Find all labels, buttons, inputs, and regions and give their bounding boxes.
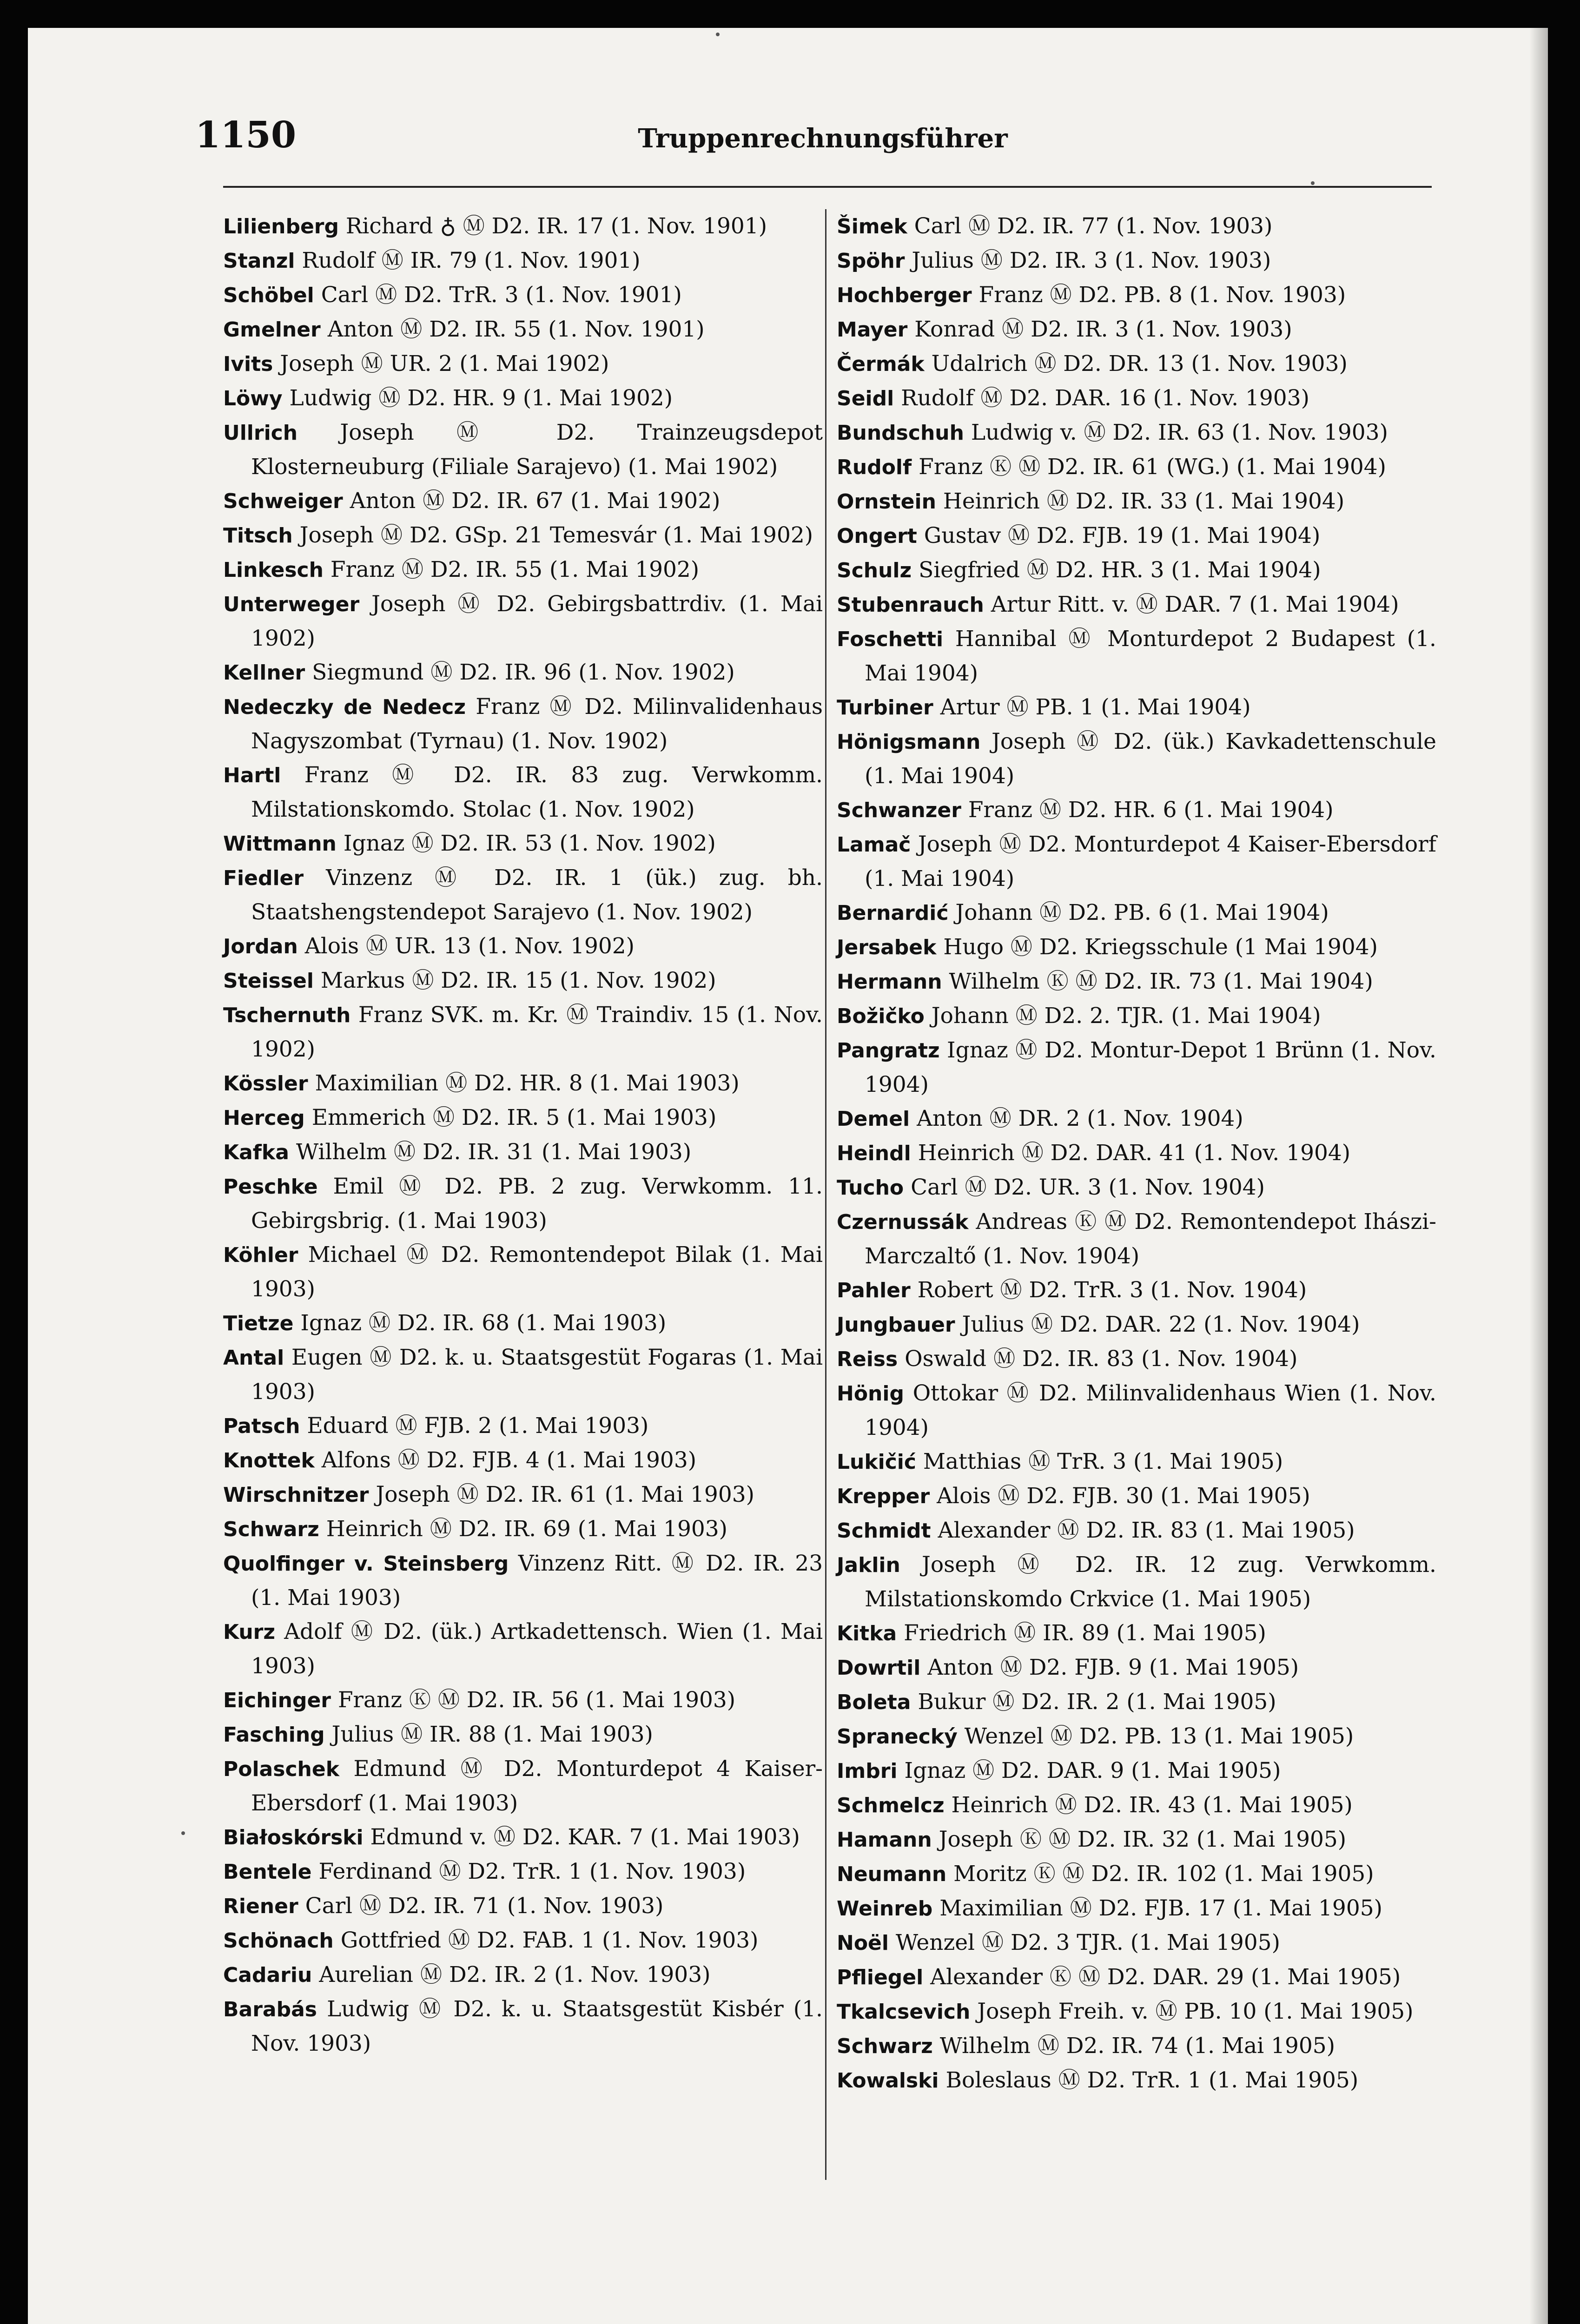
register-entry — [223, 1238, 823, 1306]
entry-details: Eugen Ⓜ D2. k. u. Staatsgestüt Fogaras (1. Mai 1903) — [251, 1345, 823, 1405]
entry-surname: Titsch — [223, 524, 293, 548]
entry-surname: Stubenrauch — [837, 593, 984, 617]
register-entry — [837, 1857, 1436, 1891]
register-entry — [223, 1443, 823, 1478]
entry-surname: Tkalcsevich — [837, 2000, 971, 2024]
register-entry — [223, 1923, 823, 1958]
register-entry — [223, 312, 823, 347]
register-entry — [837, 1445, 1436, 1479]
entry-details: Artur Ritt. v. Ⓜ DAR. 7 (1. Mai 1904) — [984, 592, 1399, 617]
entry-surname: Białoskórski — [223, 1826, 364, 1849]
entry-details: Ludwig Ⓜ D2. HR. 9 (1. Mai 1902) — [282, 385, 673, 411]
entry-details: Ignaz Ⓜ D2. Montur-Depot 1 Brünn (1. Nov. 1904) — [865, 1037, 1436, 1097]
entry-surname: Hönig — [837, 1382, 904, 1406]
entry-details: Bukur Ⓜ D2. IR. 2 (1. Mai 1905) — [911, 1689, 1276, 1715]
register-entry — [223, 1820, 823, 1855]
entry-details: Siegfried Ⓜ D2. HR. 3 (1. Mai 1904) — [912, 557, 1321, 583]
scan-speck — [181, 1831, 185, 1835]
entry-surname: Jordan — [223, 935, 298, 958]
register-entry — [837, 622, 1436, 690]
register-entry — [837, 999, 1436, 1033]
register-entry — [223, 1717, 823, 1752]
entry-surname: Dowrtil — [837, 1656, 921, 1680]
entry-details: Franz Ⓜ D2. HR. 6 (1. Mai 1904) — [961, 797, 1334, 823]
entry-surname: Spranecký — [837, 1725, 958, 1749]
entry-details: Markus Ⓜ D2. IR. 15 (1. Nov. 1902) — [313, 968, 716, 993]
entry-surname: Schönach — [223, 1929, 334, 1953]
scan-speck — [1311, 181, 1315, 185]
entry-details: Joseph Ⓜ D2. (ük.) Kavkadettenschule (1. Mai 1904) — [865, 729, 1436, 789]
register-entry — [223, 1478, 823, 1512]
register-entry — [223, 1855, 823, 1889]
register-entry — [837, 1170, 1436, 1205]
entry-details: Edmund v. Ⓜ D2. KAR. 7 (1. Mai 1903) — [363, 1824, 800, 1850]
entry-surname: Fasching — [223, 1723, 325, 1747]
register-entry — [223, 964, 823, 998]
entry-details: Franz SVK. m. Kr. Ⓜ Traindiv. 15 (1. Nov. 1902) — [251, 1002, 823, 1062]
entry-details: Carl Ⓜ D2. IR. 71 (1. Nov. 1903) — [298, 1893, 664, 1919]
register-entry — [837, 209, 1436, 244]
register-entry — [223, 1683, 823, 1717]
register-entry — [837, 553, 1436, 588]
register-entry — [223, 861, 823, 929]
entry-surname: Božičko — [837, 1004, 925, 1028]
entry-surname: Gmelner — [223, 318, 321, 342]
register-entry — [837, 793, 1436, 827]
entry-details: Joseph Ⓜ D2. IR. 12 zug. Verwkomm. Milstationskomdo Crkvice (1. Mai 1905) — [865, 1552, 1436, 1612]
register-entry — [223, 826, 823, 861]
register-entry — [223, 1512, 823, 1546]
entry-surname: Schwanzer — [837, 799, 961, 822]
entry-surname: Antal — [223, 1346, 284, 1370]
entry-surname: Kellner — [223, 661, 305, 685]
entry-details: Aurelian Ⓜ D2. IR. 2 (1. Nov. 1903) — [312, 1962, 711, 1987]
entry-surname: Bundschuh — [837, 421, 964, 445]
entry-details: Wilhelm Ⓜ D2. IR. 31 (1. Mai 1903) — [289, 1139, 692, 1165]
register-entry — [837, 1479, 1436, 1513]
column-divider — [825, 209, 826, 2180]
register-entry — [837, 1376, 1436, 1445]
entry-surname: Hermann — [837, 970, 942, 994]
entry-surname: Köhler — [223, 1243, 298, 1267]
register-entry — [837, 450, 1436, 484]
entry-details: Maximilian Ⓜ D2. HR. 8 (1. Mai 1903) — [308, 1070, 740, 1096]
register-entry — [837, 1788, 1436, 1822]
entry-surname: Reiss — [837, 1347, 898, 1371]
entry-details: Joseph Freih. v. Ⓜ PB. 10 (1. Mai 1905) — [970, 1999, 1414, 2024]
entry-details: Franz Ⓚ Ⓜ D2. IR. 56 (1. Mai 1903) — [331, 1687, 736, 1713]
register-entry — [837, 278, 1436, 312]
entry-details: Carl Ⓜ D2. IR. 77 (1. Nov. 1903) — [907, 213, 1273, 239]
register-entry — [837, 1754, 1436, 1788]
entry-surname: Polaschek — [223, 1757, 339, 1781]
entry-surname: Riener — [223, 1895, 298, 1918]
entry-surname: Weinreb — [837, 1897, 933, 1921]
entry-surname: Herceg — [223, 1106, 305, 1130]
register-entry — [837, 1994, 1436, 2029]
entry-details: Franz Ⓜ D2. IR. 55 (1. Mai 1902) — [323, 557, 700, 582]
register-entry — [837, 381, 1436, 416]
register-entry — [837, 347, 1436, 381]
entry-surname: Pangratz — [837, 1039, 940, 1063]
running-title: Truppenrechnungsführer — [638, 123, 1008, 154]
entry-surname: Bentele — [223, 1860, 312, 1884]
entry-details: Adolf Ⓜ D2. (ük.) Artkadettensch. Wien (1. Mai 1903) — [251, 1619, 823, 1679]
register-entry — [837, 1822, 1436, 1857]
entry-details: Ludwig v. Ⓜ D2. IR. 63 (1. Nov. 1903) — [964, 420, 1388, 445]
entry-surname: Čermák — [837, 352, 925, 376]
entry-surname: Ivits — [223, 352, 273, 376]
entry-surname: Kowalski — [837, 2069, 939, 2093]
register-entry — [837, 1616, 1436, 1651]
entry-surname: Quolfinger v. Steinsberg — [223, 1552, 509, 1576]
entry-surname: Knottek — [223, 1449, 315, 1472]
register-entry — [837, 690, 1436, 725]
entry-surname: Eichinger — [223, 1689, 331, 1712]
register-entry — [223, 655, 823, 690]
register-entry — [837, 1307, 1436, 1342]
entry-surname: Mayer — [837, 318, 908, 342]
register-entry — [223, 1752, 823, 1820]
register-entry — [223, 244, 823, 278]
entry-details: Anton Ⓜ D2. IR. 67 (1. Mai 1902) — [343, 488, 721, 514]
entry-details: Johann Ⓜ D2. 2. TJR. (1. Mai 1904) — [924, 1003, 1321, 1029]
entry-details: Maximilian Ⓜ D2. FJB. 17 (1. Mai 1905) — [932, 1895, 1382, 1921]
entry-details: Carl Ⓜ D2. UR. 3 (1. Nov. 1904) — [904, 1175, 1265, 1200]
entry-surname: Ongert — [837, 524, 917, 548]
entry-details: Joseph Ⓚ Ⓜ D2. IR. 32 (1. Mai 1905) — [932, 1827, 1347, 1852]
entry-details: Ottokar Ⓜ D2. Milinvalidenhaus Wien (1. Nov. 1904) — [865, 1380, 1436, 1440]
register-entry — [223, 1889, 823, 1923]
entry-details: Joseph Ⓜ D2. GSp. 21 Temesvár (1. Mai 1902) — [292, 522, 813, 548]
entry-surname: Ornstein — [837, 490, 936, 514]
register-entry — [837, 930, 1436, 964]
entry-details: Konrad Ⓜ D2. IR. 3 (1. Nov. 1903) — [907, 317, 1292, 342]
register-entry — [837, 588, 1436, 622]
entry-surname: Barabás — [223, 1998, 317, 2021]
register-entry — [223, 758, 823, 826]
register-entry — [837, 1102, 1436, 1136]
entry-surname: Jersabek — [837, 936, 937, 959]
register-entry — [223, 209, 823, 244]
register-entry — [223, 1169, 823, 1238]
register-entry — [223, 1958, 823, 1992]
entry-surname: Ullrich — [223, 421, 298, 445]
register-entry — [837, 1926, 1436, 1960]
entry-details: Wenzel Ⓜ D2. PB. 13 (1. Mai 1905) — [957, 1723, 1354, 1749]
entry-details: Alois Ⓜ UR. 13 (1. Nov. 1902) — [297, 933, 635, 959]
entry-details: Andreas Ⓚ Ⓜ D2. Remontendepot Ihászi-Marczaltő (1. Nov. 1904) — [865, 1209, 1436, 1269]
entry-details: Hannibal Ⓜ Monturdepot 2 Budapest (1. Mai 1904) — [865, 626, 1436, 686]
entry-details: Ferdinand Ⓜ D2. TrR. 1 (1. Nov. 1903) — [311, 1859, 746, 1884]
entry-surname: Steissel — [223, 969, 314, 993]
entry-details: Alfons Ⓜ D2. FJB. 4 (1. Mai 1903) — [314, 1447, 697, 1473]
entry-surname: Noël — [837, 1931, 889, 1955]
entry-details: Ignaz Ⓜ D2. DAR. 9 (1. Mai 1905) — [897, 1758, 1281, 1783]
entry-surname: Imbri — [837, 1759, 898, 1783]
entry-surname: Schöbel — [223, 284, 314, 307]
entry-surname: Wirschnitzer — [223, 1483, 369, 1507]
entry-details: Heinrich Ⓜ D2. IR. 43 (1. Mai 1905) — [944, 1792, 1353, 1818]
entry-surname: Pahler — [837, 1279, 911, 1302]
entry-surname: Löwy — [223, 387, 283, 410]
register-entry — [837, 1685, 1436, 1719]
entry-surname: Hochberger — [837, 284, 972, 307]
entry-details: Alois Ⓜ D2. FJB. 30 (1. Mai 1905) — [930, 1483, 1310, 1509]
entry-surname: Schweiger — [223, 489, 343, 513]
entry-surname: Lilienberg — [223, 215, 339, 238]
entry-details: Ludwig Ⓜ D2. k. u. Staatsgestüt Kisbér (1. Nov. 1903) — [251, 1996, 823, 2056]
entry-details: Joseph Ⓜ D2. Monturdepot 4 Kaiser-Ebersdorf (1. Mai 1904) — [865, 832, 1436, 891]
entry-surname: Wittmann — [223, 832, 337, 856]
register-entry — [837, 484, 1436, 519]
page-header — [195, 114, 1450, 170]
register-entry — [837, 2029, 1436, 2063]
entry-details: Matthias Ⓜ TrR. 3 (1. Mai 1905) — [916, 1449, 1283, 1474]
entry-details: Julius Ⓜ D2. IR. 3 (1. Nov. 1903) — [905, 248, 1271, 273]
entry-surname: Patsch — [223, 1414, 300, 1438]
entry-surname: Tschernuth — [223, 1004, 351, 1027]
entry-details: Heinrich Ⓜ D2. DAR. 41 (1. Nov. 1904) — [911, 1140, 1351, 1166]
register-entry — [837, 1651, 1436, 1685]
entry-details: Ignaz Ⓜ D2. IR. 53 (1. Nov. 1902) — [336, 831, 716, 856]
entry-details: Udalrich Ⓜ D2. DR. 13 (1. Nov. 1903) — [924, 351, 1348, 376]
entry-surname: Lamač — [837, 833, 911, 857]
entry-details: Julius Ⓜ D2. DAR. 22 (1. Nov. 1904) — [955, 1312, 1360, 1337]
right-column — [837, 209, 1436, 2185]
register-entry — [837, 519, 1436, 553]
entry-surname: Czernussák — [837, 1210, 969, 1234]
register-entry — [223, 553, 823, 587]
entry-surname: Stanzl — [223, 249, 295, 273]
entry-details: Emmerich Ⓜ D2. IR. 5 (1. Mai 1903) — [304, 1105, 717, 1130]
register-entry — [837, 1548, 1436, 1616]
register-entry — [837, 312, 1436, 347]
entry-details: Johann Ⓜ D2. PB. 6 (1. Mai 1904) — [948, 900, 1329, 925]
register-entry — [223, 1135, 823, 1169]
entry-surname: Kössler — [223, 1072, 308, 1096]
entry-surname: Jungbauer — [837, 1313, 955, 1337]
entry-details: Julius Ⓜ IR. 88 (1. Mai 1903) — [324, 1722, 653, 1747]
entry-details: Joseph Ⓜ D2. Trainzeugsdepot Klosterneuburg (Filiale Sarajevo) (1. Mai 1902) — [251, 420, 823, 480]
entry-details: Friedrich Ⓜ IR. 89 (1. Mai 1905) — [897, 1620, 1266, 1646]
entry-surname: Seidl — [837, 387, 894, 410]
entry-surname: Schmelcz — [837, 1794, 945, 1817]
entry-details: Emil Ⓜ D2. PB. 2 zug. Verwkomm. 11. Gebirgsbrig. (1. Mai 1903) — [251, 1174, 823, 1234]
entry-details: Wenzel Ⓜ D2. 3 TJR. (1. Mai 1905) — [888, 1930, 1280, 1955]
entry-details: Vinzenz Ⓜ D2. IR. 1 (ük.) zug. bh. Staatshengstendepot Sarajevo (1. Nov. 1902) — [251, 865, 823, 925]
entry-details: Gottfried Ⓜ D2. FAB. 1 (1. Nov. 1903) — [333, 1928, 759, 1953]
entry-details: Alexander Ⓜ D2. IR. 83 (1. Mai 1905) — [931, 1518, 1355, 1543]
register-entry — [837, 244, 1436, 278]
entry-surname: Neumann — [837, 1862, 947, 1886]
entry-surname: Kurz — [223, 1620, 275, 1644]
entry-details: Eduard Ⓜ FJB. 2 (1. Mai 1903) — [300, 1413, 649, 1439]
register-entry — [837, 1719, 1436, 1754]
register-entry — [223, 929, 823, 964]
entry-details: Alexander Ⓚ Ⓜ D2. DAR. 29 (1. Mai 1905) — [923, 1964, 1401, 1990]
entry-surname: Tucho — [837, 1176, 904, 1200]
entry-surname: Schmidt — [837, 1519, 931, 1543]
page-edge-shadow — [1529, 28, 1548, 2324]
register-entry — [223, 1340, 823, 1409]
entry-details: Anton Ⓜ D2. FJB. 9 (1. Mai 1905) — [920, 1655, 1299, 1680]
register-entry — [223, 381, 823, 416]
register-entry — [837, 1513, 1436, 1548]
entry-details: Carl Ⓜ D2. TrR. 3 (1. Nov. 1901) — [314, 282, 682, 308]
entry-surname: Turbiner — [837, 696, 933, 720]
entry-surname: Linkesch — [223, 558, 324, 582]
entry-surname: Hartl — [223, 764, 281, 787]
entry-details: Franz Ⓚ Ⓜ D2. IR. 61 (WG.) (1. Mai 1904) — [912, 454, 1387, 480]
entry-surname: Hamann — [837, 1828, 932, 1852]
register-entry — [223, 518, 823, 553]
entry-details: Franz Ⓜ D2. Milinvalidenhaus Nagyszombat (Tyrnau) (1. Nov. 1902) — [251, 694, 823, 754]
entry-details: Anton Ⓜ D2. IR. 55 (1. Nov. 1901) — [320, 317, 705, 342]
entry-details: Hugo Ⓜ D2. Kriegsschule (1 Mai 1904) — [936, 934, 1378, 960]
left-column — [223, 209, 823, 2185]
entry-details: Joseph Ⓜ UR. 2 (1. Mai 1902) — [273, 351, 609, 376]
entry-details: Rudolf Ⓜ IR. 79 (1. Nov. 1901) — [295, 248, 641, 273]
entry-surname: Boleta — [837, 1690, 911, 1714]
entry-details: Rudolf Ⓜ D2. DAR. 16 (1. Nov. 1903) — [894, 385, 1309, 411]
register-entry — [223, 1615, 823, 1683]
entry-surname: Schulz — [837, 559, 912, 582]
entry-surname: Lukičić — [837, 1450, 916, 1474]
entry-details: Boleslaus Ⓜ D2. TrR. 1 (1. Mai 1905) — [939, 2067, 1359, 2093]
register-entry — [223, 416, 823, 484]
register-entry — [223, 484, 823, 518]
entry-surname: Pfliegel — [837, 1966, 924, 1989]
register-entry — [223, 1546, 823, 1615]
entry-details: Joseph Ⓜ D2. IR. 61 (1. Mai 1903) — [369, 1482, 754, 1507]
register-entry — [837, 964, 1436, 999]
register-entry — [223, 278, 823, 312]
entry-surname: Tietze — [223, 1312, 294, 1335]
scan-speck — [716, 33, 720, 36]
entry-details: Wilhelm Ⓚ Ⓜ D2. IR. 73 (1. Mai 1904) — [942, 969, 1373, 994]
entry-details: Vinzenz Ritt. Ⓜ D2. IR. 23 (1. Mai 1903) — [251, 1551, 823, 1611]
entry-details: Gustav Ⓜ D2. FJB. 19 (1. Mai 1904) — [917, 523, 1321, 548]
entry-surname: Schwarz — [223, 1518, 319, 1541]
entry-surname: Bernardić — [837, 901, 949, 925]
entry-details: Heinrich Ⓜ D2. IR. 33 (1. Mai 1904) — [936, 489, 1345, 514]
entry-details: Heinrich Ⓜ D2. IR. 69 (1. Mai 1903) — [319, 1516, 727, 1542]
register-entry — [837, 1960, 1436, 1994]
entry-surname: Fiedler — [223, 866, 304, 890]
entry-details: Anton Ⓜ DR. 2 (1. Nov. 1904) — [910, 1106, 1243, 1131]
entry-surname: Šimek — [837, 215, 907, 238]
entry-surname: Kafka — [223, 1141, 289, 1164]
entry-details: Franz Ⓜ D2. PB. 8 (1. Nov. 1903) — [972, 282, 1346, 308]
register-entry — [837, 1136, 1436, 1170]
register-entry — [837, 896, 1436, 930]
entry-surname: Schwarz — [837, 2034, 933, 2058]
register-entry — [223, 1066, 823, 1101]
register-entry — [223, 587, 823, 655]
register-entry — [223, 1101, 823, 1135]
entry-surname: Rudolf — [837, 456, 912, 479]
register-entry — [837, 1205, 1436, 1273]
entry-surname: Demel — [837, 1107, 910, 1131]
register-entry — [223, 1992, 823, 2060]
entry-details: Ignaz Ⓜ D2. IR. 68 (1. Mai 1903) — [293, 1310, 667, 1336]
entry-surname: Unterweger — [223, 593, 360, 616]
entry-details: Joseph Ⓜ D2. Gebirgsbattrdiv. (1. Mai 1902) — [251, 591, 823, 651]
register-entry — [837, 725, 1436, 793]
entry-details: Oswald Ⓜ D2. IR. 83 (1. Nov. 1904) — [898, 1346, 1298, 1372]
register-entry — [837, 416, 1436, 450]
register-entry — [223, 998, 823, 1066]
register-entry — [223, 347, 823, 381]
entry-details: Wilhelm Ⓜ D2. IR. 74 (1. Mai 1905) — [932, 2033, 1335, 2059]
entry-surname: Peschke — [223, 1175, 318, 1199]
register-entry — [837, 1273, 1436, 1307]
header-rule — [223, 186, 1432, 188]
entry-surname: Kitka — [837, 1622, 897, 1645]
register-entry — [223, 1409, 823, 1443]
register-entry — [223, 690, 823, 758]
register-entry — [837, 827, 1436, 896]
entry-surname: Hönigsmann — [837, 730, 981, 754]
register-entry — [837, 1891, 1436, 1926]
register-entry — [837, 2063, 1436, 2098]
register-entry — [837, 1342, 1436, 1376]
entry-details: Edmund Ⓜ D2. Monturdepot 4 Kaiser-Ebersdorf (1. Mai 1903) — [251, 1756, 823, 1816]
entry-details: Richard ♁ Ⓜ D2. IR. 17 (1. Nov. 1901) — [338, 213, 767, 239]
entry-details: Artur Ⓜ PB. 1 (1. Mai 1904) — [933, 694, 1251, 720]
entry-details: Michael Ⓜ D2. Remontendepot Bilak (1. Mai 1903) — [251, 1242, 823, 1302]
entry-surname: Jaklin — [837, 1553, 900, 1577]
entry-details: Moritz Ⓚ Ⓜ D2. IR. 102 (1. Mai 1905) — [946, 1861, 1374, 1887]
entry-surname: Cadariu — [223, 1963, 312, 1987]
page-number: 1150 — [195, 114, 297, 156]
entry-surname: Nedeczky de Nedecz — [223, 695, 466, 719]
entry-surname: Spöhr — [837, 249, 905, 273]
entry-surname: Krepper — [837, 1485, 930, 1508]
entry-details: Robert Ⓜ D2. TrR. 3 (1. Nov. 1904) — [910, 1277, 1307, 1303]
entry-details: Franz Ⓜ D2. IR. 83 zug. Verwkomm. Milstationskomdo. Stolac (1. Nov. 1902) — [251, 762, 823, 822]
register-entry — [223, 1306, 823, 1340]
register-entry — [837, 1033, 1436, 1102]
entry-details: Siegmund Ⓜ D2. IR. 96 (1. Nov. 1902) — [305, 660, 735, 685]
entry-surname: Heindl — [837, 1142, 911, 1165]
entry-surname: Foschetti — [837, 627, 944, 651]
